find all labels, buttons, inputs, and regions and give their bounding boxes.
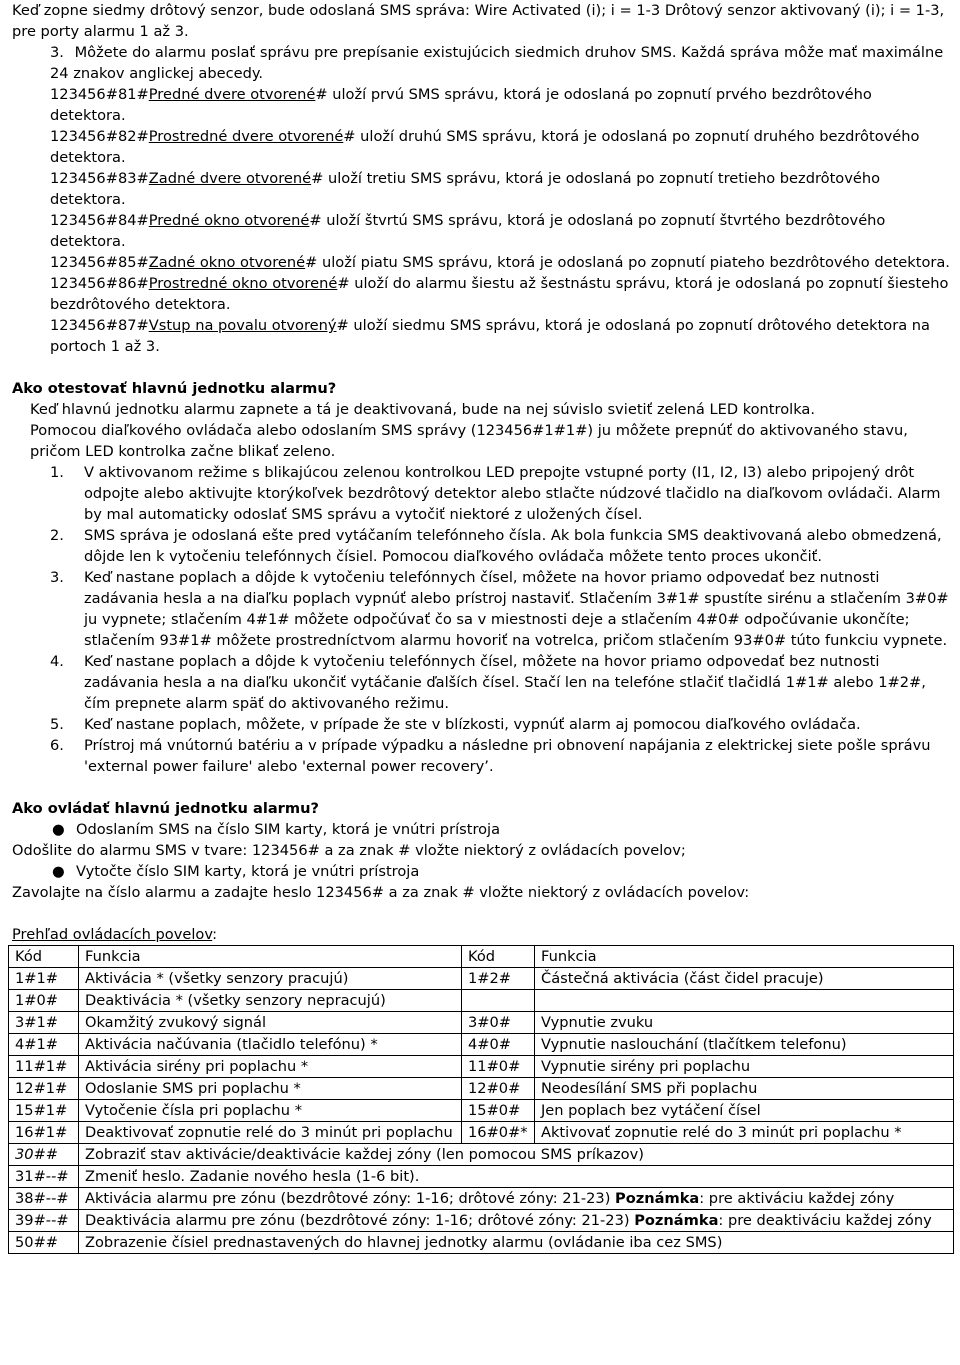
- command-function: Vypnutie zvuku: [535, 1012, 954, 1034]
- bullet-call-text: Vytočte číslo SIM karty, ktorá je vnútri prístroja: [76, 863, 420, 880]
- header-code: Kód: [462, 946, 535, 968]
- test-step: [12, 735, 952, 777]
- command-function: Vypnutie sirény pri poplachu: [535, 1056, 954, 1078]
- command-code: 4#0#: [462, 1034, 535, 1056]
- sms-code-item: [12, 84, 952, 126]
- sms-message: Predné okno otvorené: [148, 212, 310, 229]
- command-code: 3#0#: [462, 1012, 535, 1034]
- step-text: V aktivovanom režime s blikajúcou zelenou kontrolkou LED prepojte vstupné porty (I1, I2, I3) alebo pripojený drôt odpojte alebo aktivujte ktorýkoľvek bezdrôtový detektor alebo stlačte núdzové tlačidlo na diaľkovom ovládači. Alarm by mal automaticky odoslať SMS správu a vytočiť niektoré z uložených čísel.: [84, 464, 941, 523]
- command-function: [79, 1188, 954, 1210]
- intro-paragraph: Keď zopne siedmy drôtový senzor, bude odoslaná SMS správa: Wire Activated (i); i = 1-3 Drôtový senzor aktivovaný (i); i = 1-3, pre porty alarmu 1 až 3.: [12, 2, 945, 40]
- table-heading: [12, 924, 952, 945]
- control-line-1: Odošlite do alarmu SMS v tvare: 123456# a za znak # vložte niektorý z ovládacích povelov;: [12, 842, 686, 859]
- command-function: Částečná aktivácia (část čidel pracuje): [535, 968, 954, 990]
- step-number: 5.: [50, 716, 64, 733]
- sms-code: 123456#81#: [50, 86, 149, 103]
- bullet-dot: ●: [52, 863, 65, 880]
- function-text: Zobrazenie čísiel prednastavených do hlavnej jednotky alarmu (ovládanie iba cez SMS): [85, 1234, 723, 1251]
- table-row: [9, 1210, 954, 1232]
- point-3-number: 3.: [50, 44, 64, 61]
- table-header-row: [9, 946, 954, 968]
- sms-description: # uloží piatu SMS správu, ktorá je odoslaná po zopnutí piateho bezdrôtového detektora.: [305, 254, 950, 271]
- function-text: Zobraziť stav aktivácie/deaktivácie každej zóny (len pomocou SMS príkazov): [85, 1146, 644, 1163]
- step-number: 3.: [50, 569, 64, 586]
- sms-code-item: [12, 273, 952, 315]
- sms-description: # uloží prvú SMS správu, ktorá je odoslaná po zopnutí prvého bezdrôtového detektora.: [50, 86, 872, 124]
- sms-code: 123456#87#: [50, 317, 149, 334]
- table-row: [9, 1188, 954, 1210]
- command-code: 12#0#: [462, 1078, 535, 1100]
- sms-description: # uloží štvrtú SMS správu, ktorá je odoslaná po zopnutí štvrtého bezdrôtového detektora.: [50, 212, 886, 250]
- note-label: Poznámka: [634, 1212, 719, 1229]
- command-code: 4#1#: [9, 1034, 79, 1056]
- table-row: [9, 1078, 954, 1100]
- sms-description: # uloží tretiu SMS správu, ktorá je odoslaná po zopnutí tretieho bezdrôtového detektora.: [50, 170, 881, 208]
- command-code: 15#0#: [462, 1100, 535, 1122]
- bullet-call: [12, 861, 952, 882]
- sms-message: Vstup na povalu otvorený: [148, 317, 337, 334]
- sms-description: # uloží druhú SMS správu, ktorá je odoslaná po zopnutí druhého bezdrôtového detektora.: [50, 128, 920, 166]
- command-function: Odoslanie SMS pri poplachu *: [79, 1078, 462, 1100]
- table-row: [9, 1144, 954, 1166]
- function-text: Deaktivácia alarmu pre zónu (bezdrôtové zóny: 1-16; drôtové zóny: 21-23): [85, 1212, 635, 1229]
- command-function: [79, 1166, 954, 1188]
- command-code: 31#--#: [9, 1166, 79, 1188]
- test-step: [12, 567, 952, 651]
- command-function: Vytočenie čísla pri poplachu *: [79, 1100, 462, 1122]
- command-function: Deaktivácia * (všetky senzory nepracujú): [79, 990, 462, 1012]
- note-text: : pre deaktiváciu každej zóny: [718, 1212, 932, 1229]
- command-function: [79, 1144, 954, 1166]
- command-code: 11#0#: [462, 1056, 535, 1078]
- sms-code-item: [12, 252, 952, 273]
- command-code: 16#1#: [9, 1122, 79, 1144]
- table-row: [9, 968, 954, 990]
- command-code: 1#0#: [9, 990, 79, 1012]
- table-heading-colon: :: [212, 926, 218, 943]
- command-code: 3#1#: [9, 1012, 79, 1034]
- step-number: 2.: [50, 527, 64, 544]
- command-code: 15#1#: [9, 1100, 79, 1122]
- table-heading-text: Prehľad ovládacích povelov: [12, 926, 213, 943]
- test-para-2: Pomocou diaľkového ovládača alebo odoslaním SMS správy (123456#1#1#) ju môžete prepnúť do aktivovaného stavu, pričom LED kontrolka začne blikať zeleno.: [30, 422, 908, 460]
- document-page: [12, 0, 952, 1254]
- command-function: [535, 990, 954, 1012]
- command-function: Okamžitý zvukový signál: [79, 1012, 462, 1034]
- bullet-sms-text: Odoslaním SMS na číslo SIM karty, ktorá je vnútri prístroja: [76, 821, 501, 838]
- commands-table: [8, 945, 954, 1254]
- control-heading: Ako ovládať hlavnú jednotku alarmu?: [12, 800, 319, 817]
- command-function: [79, 1210, 954, 1232]
- step-text: SMS správa je odoslaná ešte pred vytáčaním telefónneho čísla. Ak bola funkcia SMS deaktivovaná alebo obmedzená, dôjde len k vytočeniu telefónnych čísiel. Pomocou diaľkového ovládača môžete tento proces ukončiť.: [84, 527, 942, 565]
- control-line-2: Zavolajte na číslo alarmu a zadajte heslo 123456# a za znak # vložte niektorý z ovládacích povelov:: [12, 884, 750, 901]
- command-code: 50##: [9, 1232, 79, 1254]
- test-step: [12, 714, 952, 735]
- command-code: 12#1#: [9, 1078, 79, 1100]
- test-step: [12, 651, 952, 714]
- command-function: [79, 1232, 954, 1254]
- sms-description: # uloží siedmu SMS správu, ktorá je odoslaná po zopnutí drôtového detektora na portoch 1 až 3.: [50, 317, 931, 355]
- command-code: 11#1#: [9, 1056, 79, 1078]
- header-function: Funkcia: [535, 946, 954, 968]
- header-function: Funkcia: [79, 946, 462, 968]
- table-row: [9, 1034, 954, 1056]
- table-row: [9, 1012, 954, 1034]
- step-text: Keď nastane poplach a dôjde k vytočeniu telefónnych čísel, môžete na hovor priamo odpovedať bez nutnosti zadávania hesla a na diaľku ukončiť vytáčanie ďalších čísel. Stačí len na telefóne stlačiť tlačidlá 1#1# alebo 1#2#, čím prepnete alarm späť do aktivovaného režimu.: [84, 653, 926, 712]
- table-row: [9, 1056, 954, 1078]
- sms-code: 123456#82#: [50, 128, 149, 145]
- sms-code: 123456#85#: [50, 254, 149, 271]
- function-text: Zmeniť heslo. Zadanie nového hesla (1-6 bit).: [85, 1168, 420, 1185]
- command-code: 39#--#: [9, 1210, 79, 1232]
- command-function: Deaktivovať zopnutie relé do 3 minút pri poplachu: [79, 1122, 462, 1144]
- step-text: Prístroj má vnútornú batériu a v prípade výpadku a následne pri obnovení napájania z elektrickej siete pošle správu 'external power failure' alebo 'external power recovery’.: [84, 737, 931, 775]
- function-text: Aktivácia alarmu pre zónu (bezdrôtové zóny: 1-16; drôtové zóny: 21-23): [85, 1190, 616, 1207]
- test-step: [12, 462, 952, 525]
- test-step: [12, 525, 952, 567]
- table-row: [9, 990, 954, 1012]
- step-number: 4.: [50, 653, 64, 670]
- command-function: Aktivovať zopnutie relé do 3 minút pri poplachu *: [535, 1122, 954, 1144]
- point-3-text: Môžete do alarmu poslať správu pre prepísanie existujúcich siedmich druhov SMS. Každá správa môže mať maximálne 24 znakov anglickej abecedy.: [50, 44, 944, 82]
- sms-code-item: [12, 126, 952, 168]
- bullet-dot: ●: [52, 821, 65, 838]
- sms-code: 123456#86#: [50, 275, 149, 292]
- step-text: Keď nastane poplach, môžete, v prípade že ste v blízkosti, vypnúť alarm aj pomocou diaľkového ovládača.: [84, 716, 861, 733]
- command-function: Aktivácia * (všetky senzory pracujú): [79, 968, 462, 990]
- command-function: Jen poplach bez vytáčení čísel: [535, 1100, 954, 1122]
- note-label: Poznámka: [615, 1190, 700, 1207]
- sms-code-item: [12, 210, 952, 252]
- command-code: 1#2#: [462, 968, 535, 990]
- bullet-sms: [12, 819, 952, 840]
- command-code: 30##: [9, 1144, 79, 1166]
- step-number: 1.: [50, 464, 64, 481]
- sms-description: # uloží do alarmu šiestu až šestnástu správu, ktorá je odoslaná po zopnutí šiesteho bezdrôtového detektora.: [50, 275, 949, 313]
- sms-message: Prostredné dvere otvorené: [148, 128, 344, 145]
- sms-message: Zadné okno otvorené: [148, 254, 306, 271]
- sms-code-list: [12, 84, 952, 357]
- command-function: Neodesílání SMS při poplachu: [535, 1078, 954, 1100]
- step-number: 6.: [50, 737, 64, 754]
- command-function: Aktivácia načúvania (tlačidlo telefónu) *: [79, 1034, 462, 1056]
- note-text: : pre aktiváciu každej zóny: [699, 1190, 895, 1207]
- test-steps-list: [12, 462, 952, 777]
- command-code: 16#0#*: [462, 1122, 535, 1144]
- sms-code: 123456#84#: [50, 212, 149, 229]
- command-code: [462, 990, 535, 1012]
- sms-code-item: [12, 315, 952, 357]
- command-code: 1#1#: [9, 968, 79, 990]
- test-para-1: Keď hlavnú jednotku alarmu zapnete a tá je deaktivovaná, bude na nej súvislo svietiť zelená LED kontrolka.: [30, 401, 815, 418]
- sms-message: Predné dvere otvorené: [148, 86, 316, 103]
- sms-message: Zadné dvere otvorené: [148, 170, 312, 187]
- sms-code: 123456#83#: [50, 170, 149, 187]
- table-row: [9, 1232, 954, 1254]
- sms-code-item: [12, 168, 952, 210]
- command-function: Vypnutie naslouchání (tlačítkem telefonu): [535, 1034, 954, 1056]
- point-3: [12, 42, 952, 84]
- test-heading: Ako otestovať hlavnú jednotku alarmu?: [12, 380, 337, 397]
- sms-message: Prostredné okno otvorené: [148, 275, 338, 292]
- table-row: [9, 1100, 954, 1122]
- command-code: 38#--#: [9, 1188, 79, 1210]
- command-function: Aktivácia sirény pri poplachu *: [79, 1056, 462, 1078]
- table-row: [9, 1166, 954, 1188]
- step-text: Keď nastane poplach a dôjde k vytočeniu telefónnych čísel, môžete na hovor priamo odpovedať bez nutnosti zadávania hesla a na diaľku poplach vypnúť alebo prístroj nastaviť. Stlačením 3#1# spustíte sirénu a stlačením 3#0# ju vypnete; stlačením 4#1# môžete odpočúvať čo sa v miestnosti deje a stlačením 4#0# odpočúvanie ukončíte; stlačením 93#1# môžete prostredníctvom alarmu hovoriť na votrelca, pričom stlačením 93#0# túto funkciu vypnete.: [84, 569, 949, 649]
- header-code: Kód: [9, 946, 79, 968]
- table-row: [9, 1122, 954, 1144]
